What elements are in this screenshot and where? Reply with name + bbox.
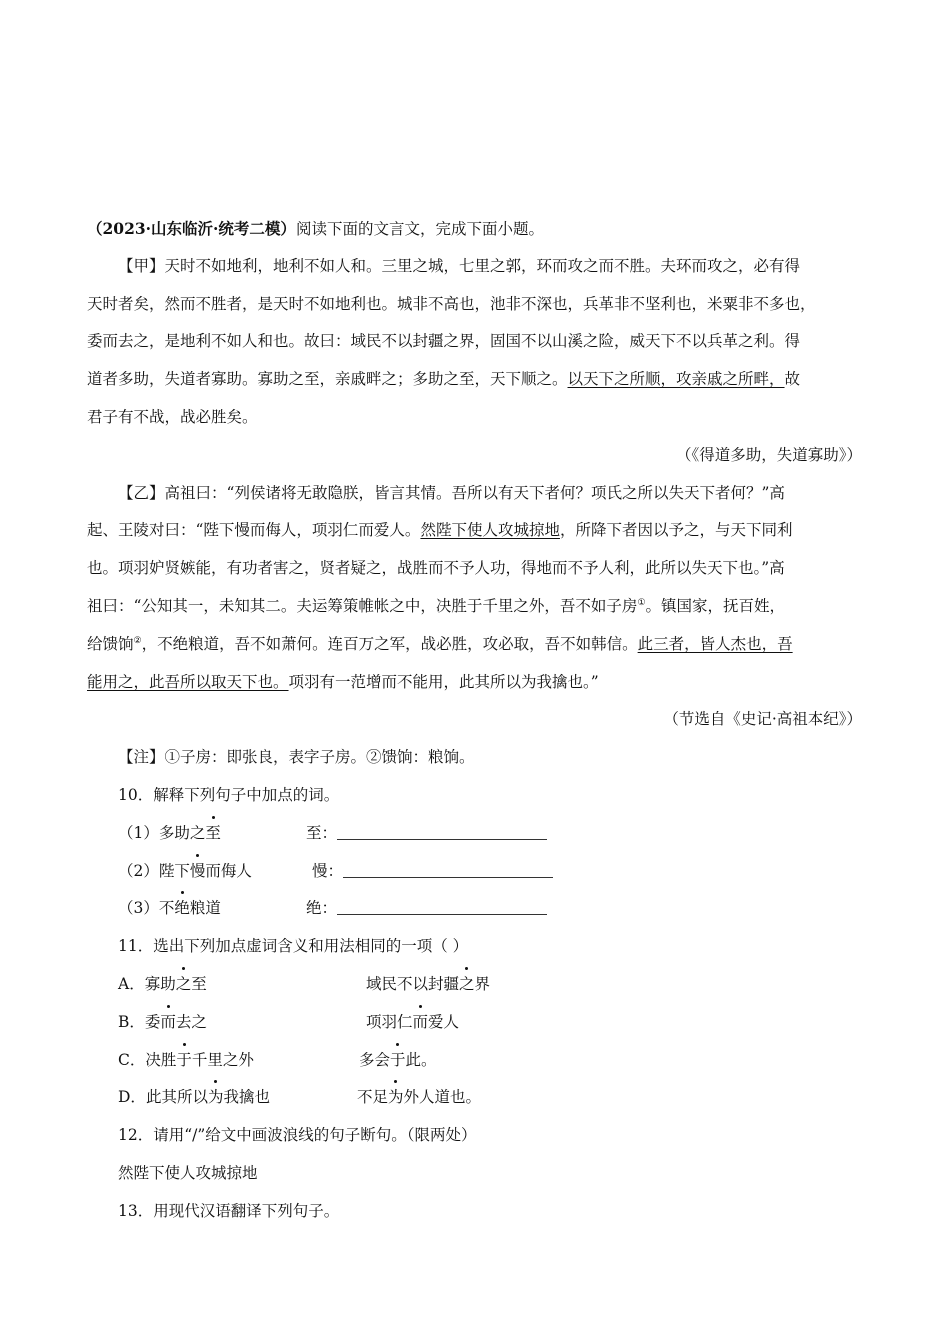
passage-text: 给馈饷 — [87, 634, 134, 653]
passage-source: （节选自《史记·高祖本纪》） — [663, 710, 862, 729]
item-label: 慢： — [312, 861, 344, 880]
footnote-marker: ② — [133, 635, 142, 646]
underlined-sentence: 此三者，皆人杰也，吾 — [637, 634, 793, 653]
option-c[interactable]: C．决胜于千里之外 多会于此。 — [87, 1042, 862, 1080]
footnote-marker: ① — [637, 597, 646, 608]
dotted-char: 之 — [459, 966, 475, 1004]
passage-text: 祖曰：“公知其一，未知其二。夫运筹策帷帐之中，决胜于千里之外，吾不如子房 — [87, 596, 638, 615]
passage-line: 天时不如地利，地利不如人和。三里之城，七里之郭，环而攻之而不胜。夫环而攻之，必有得 — [164, 256, 801, 275]
question-12 — [87, 1117, 862, 1193]
dotted-char: 为 — [388, 1079, 404, 1117]
answer-blank[interactable] — [337, 900, 547, 915]
q10-item: （3）不绝粮道 绝： — [87, 890, 862, 928]
passage-text: ，所降下者因以予之，与天下同利 — [559, 521, 793, 540]
passage-line: 天时者矣，然而不胜者，是天时不如地利也。城非不高也，池非不深也，兵革非不坚利也，米粟非不多也， — [87, 294, 816, 313]
passage-tag: 【甲】 — [118, 256, 165, 275]
passage-text: 起、王陵对曰：“陛下慢而侮人，项羽仁而爱人。 — [87, 521, 421, 540]
question-10 — [87, 777, 862, 928]
passage-text: 项羽有一范增而不能用，此其所以为我擒也。” — [288, 672, 599, 691]
question-stem: 11．选出下列加点虚词含义和用法相同的一项（ ） — [118, 937, 469, 956]
passage-source: （《得道多助，失道寡助》） — [675, 445, 862, 464]
passage-line: 委而去之，是地利不如人和也。故曰：域民不以封疆之界，固国不以山溪之险，威天下不以兵革之利。得 — [87, 332, 801, 351]
item-label: 绝： — [306, 899, 338, 918]
question-stem: 12．请用“/”给文中画波浪线的句子断句。（限两处） — [118, 1126, 477, 1145]
passage-text: 。镇国家，抚百姓， — [645, 596, 786, 615]
instruction: 阅读下面的文言文，完成下面小题。 — [295, 220, 544, 238]
dotted-char: 于 — [176, 1042, 192, 1080]
item-label: 至： — [306, 823, 338, 842]
annotation — [87, 739, 862, 777]
answer-blank[interactable] — [343, 863, 553, 878]
q10-item: （2）陛下慢而侮人 慢： — [87, 853, 862, 891]
exam-page — [87, 210, 862, 1231]
option-a[interactable]: A．寡助之至 域民不以封疆之界 — [87, 966, 862, 1004]
underlined-sentence: 以天下之所顺，攻亲戚之所畔， — [567, 370, 785, 389]
source-tag: （2023·山东临沂·统考二模） — [87, 219, 296, 238]
question-11 — [87, 928, 862, 1117]
passage-tag: 【乙】 — [118, 483, 165, 502]
dotted-char: 绝 — [174, 890, 190, 928]
dotted-char: 至 — [205, 815, 221, 853]
dotted-char: 于 — [390, 1042, 406, 1080]
sentence-to-punctuate: 然陛下使人攻城掠地 — [118, 1163, 258, 1182]
question-13 — [87, 1193, 862, 1231]
passage-line: 君子有不战，战必胜矣。 — [87, 407, 258, 426]
note-text: ①子房：即张良，表字子房。②馈饷：粮饷。 — [164, 748, 475, 767]
option-d[interactable]: D．此其所以为我擒也 不足为外人道也。 — [87, 1079, 862, 1117]
passage-line: 也。项羽妒贤嫉能，有功者害之，贤者疑之，战胜而不予人功，得地而不予人利，此所以失天下也。”高 — [87, 559, 785, 578]
passage-text: 故 — [784, 370, 801, 389]
question-stem: 10．解释下列句子中加点的词。 — [118, 785, 340, 804]
dotted-char: 为 — [208, 1079, 224, 1117]
passage-yi — [87, 475, 862, 740]
dotted-char: 而 — [413, 1004, 429, 1042]
passage-line: 高祖曰：“列侯诸将无敢隐朕，皆言其情。吾所以有天下者何？项氏之所以失天下者何？”高 — [164, 483, 785, 502]
question-stem: 13．用现代汉语翻译下列句子。 — [118, 1201, 340, 1220]
passage-text: ，不绝粮道，吾不如萧何。连百万之军，战必胜，攻必取，吾不如韩信。 — [141, 634, 638, 653]
note-tag: 【注】 — [118, 748, 165, 767]
question-header — [87, 210, 862, 248]
passage-jia — [87, 248, 862, 475]
wavy-underlined-sentence: 然陛下使人攻城掠地 — [420, 521, 560, 540]
answer-blank[interactable] — [337, 825, 547, 840]
q10-item: （1）多助之至 至： — [87, 815, 862, 853]
underlined-sentence: 能用之，此吾所以取天下也。 — [87, 672, 289, 691]
dotted-char: 慢 — [190, 853, 206, 891]
passage-text: 道者多助，失道者寡助。寡助之至，亲戚畔之；多助之至，天下顺之。 — [87, 370, 568, 389]
option-b[interactable]: B．委而去之 项羽仁而爱人 — [87, 1004, 862, 1042]
dotted-char: 之 — [176, 966, 192, 1004]
dotted-char: 而 — [160, 1004, 176, 1042]
